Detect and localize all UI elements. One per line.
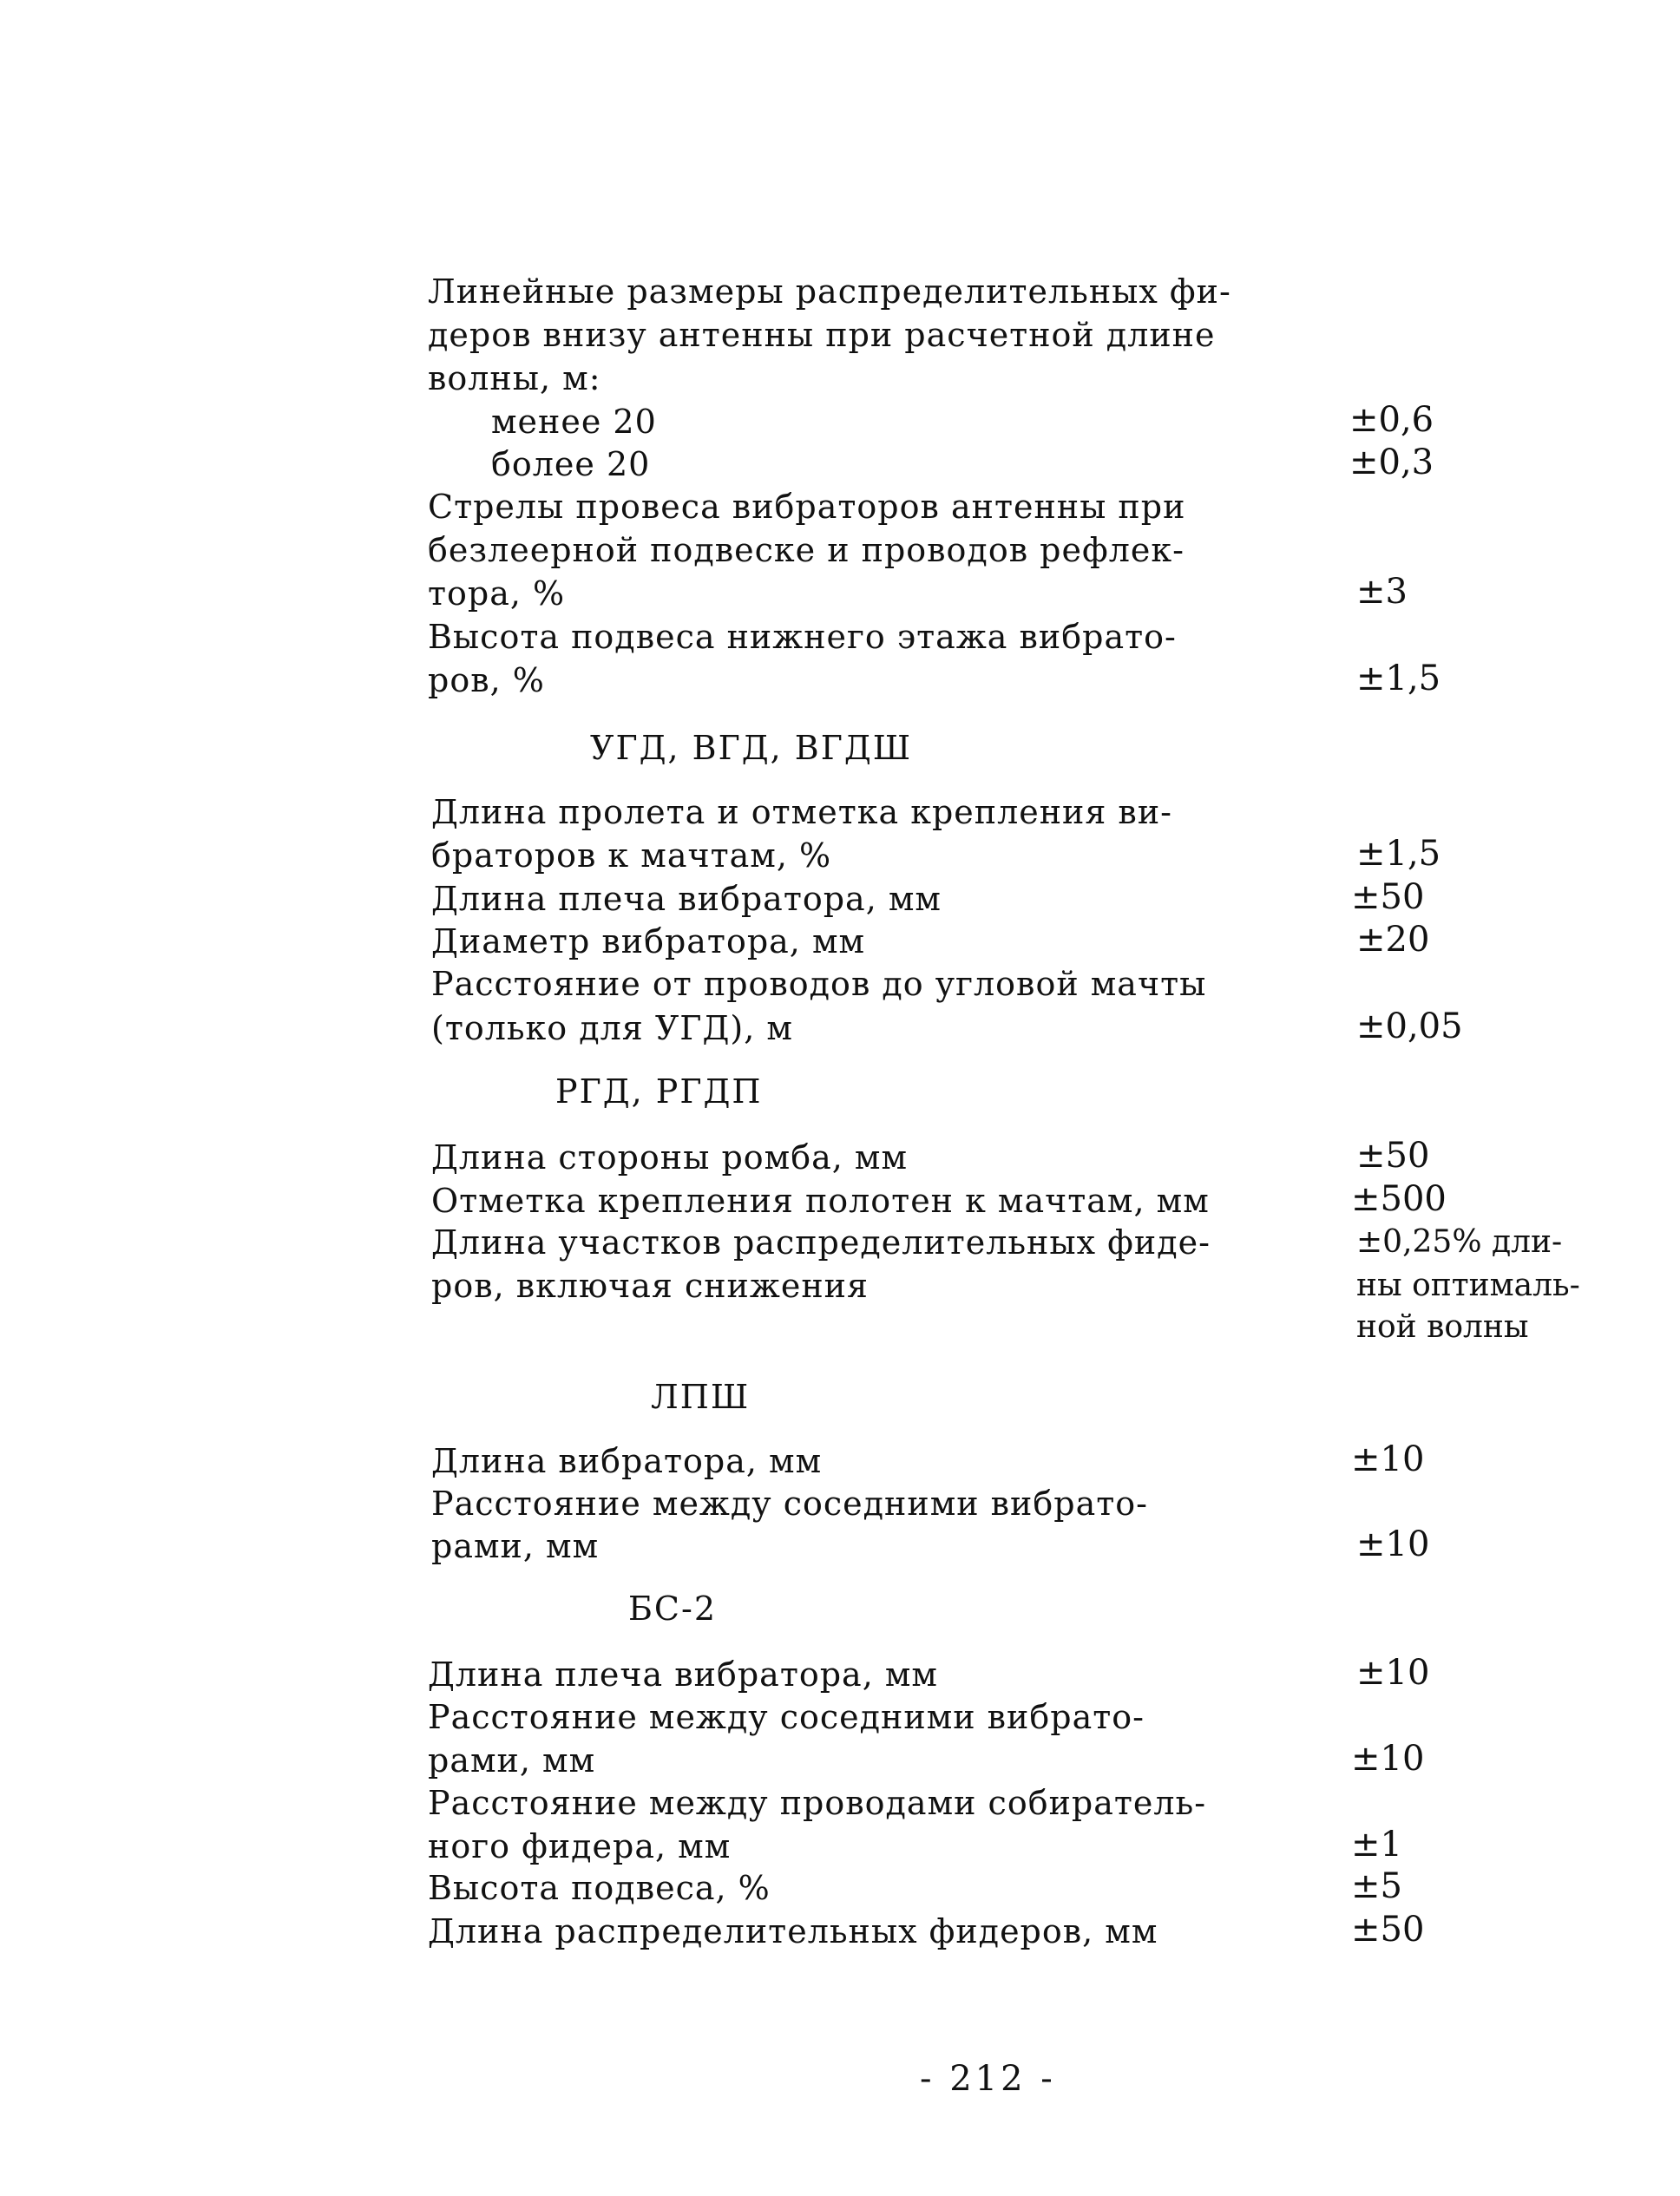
- intro-line-1: Линейные размеры распределительных фи-: [428, 272, 1231, 311]
- more-20-label: более 20: [491, 445, 651, 483]
- height-value: ±1,5: [1356, 659, 1441, 698]
- span-line-2: браторов к мачтам, %: [431, 836, 832, 875]
- intro-line-2: деров внизу антенны при расчетной длине: [428, 316, 1216, 354]
- less-20-value: ±0,6: [1349, 400, 1434, 440]
- feeder-value-line-1: ±0,25% дли-: [1356, 1224, 1563, 1260]
- feeder-value-line-3: ной волны: [1356, 1309, 1529, 1345]
- sag-value: ±3: [1356, 572, 1408, 612]
- distance-line-1: Расстояние от проводов до угловой мачты: [431, 965, 1207, 1003]
- page-number: - 212 -: [920, 2059, 1056, 2099]
- diameter-label: Диаметр вибратора, мм: [431, 922, 866, 960]
- section-heading-rgd: РГД, РГДП: [555, 1072, 763, 1111]
- arm-value: ±50: [1351, 877, 1425, 917]
- bs2-height-label: Высота подвеса, %: [428, 1869, 771, 1907]
- section-heading-lpsh: ЛПШ: [651, 1378, 751, 1416]
- section-heading-ugd: УГД, ВГД, ВГДШ: [590, 729, 913, 767]
- rhomb-side-label: Длина стороны ромба, мм: [431, 1138, 909, 1177]
- lpsh-distance-value: ±10: [1356, 1524, 1430, 1564]
- intro-line-3: волны, м:: [428, 359, 601, 397]
- lpsh-distance-line-1: Расстояние между соседними вибрато-: [431, 1485, 1148, 1523]
- distance-line-2: (только для УГД), м: [431, 1009, 793, 1047]
- less-20-label: менее 20: [491, 403, 657, 441]
- bs2-distance-value: ±10: [1351, 1739, 1425, 1779]
- bs2-arm-value: ±10: [1356, 1653, 1430, 1693]
- diameter-value: ±20: [1356, 920, 1430, 960]
- height-line-2: ров, %: [428, 661, 545, 699]
- mark-label: Отметка крепления полотен к мачтам, мм: [431, 1182, 1210, 1220]
- sag-line-2: безлеерной подвеске и проводов рефлек-: [428, 531, 1185, 569]
- feeder-line-2: ров, включая снижения: [431, 1267, 869, 1305]
- height-line-1: Высота подвеса нижнего этажа вибрато-: [428, 618, 1177, 656]
- bs2-wire-line-2: ного фидера, мм: [428, 1827, 732, 1865]
- bs2-distance-line-2: рами, мм: [428, 1741, 596, 1780]
- more-20-value: ±0,3: [1349, 442, 1434, 482]
- bs2-feeder-label: Длина распределительных фидеров, мм: [428, 1912, 1158, 1950]
- bs2-arm-label: Длина плеча вибратора, мм: [428, 1655, 938, 1694]
- feeder-line-1: Длина участков распределительных фиде-: [431, 1223, 1211, 1262]
- rhomb-side-value: ±50: [1356, 1136, 1430, 1176]
- sag-line-1: Стрелы провеса вибраторов антенны при: [428, 488, 1186, 526]
- bs2-wire-value: ±1: [1351, 1825, 1402, 1865]
- lpsh-distance-line-2: рами, мм: [431, 1527, 600, 1565]
- distance-value: ±0,05: [1356, 1006, 1463, 1046]
- bs2-height-value: ±5: [1351, 1866, 1402, 1906]
- feeder-value-line-2: ны оптималь-: [1356, 1268, 1580, 1303]
- lpsh-length-label: Длина вибратора, мм: [431, 1442, 823, 1480]
- bs2-wire-line-1: Расстояние между проводами собиратель-: [428, 1784, 1207, 1822]
- span-line-1: Длина пролета и отметка крепления ви-: [431, 793, 1172, 831]
- span-value: ±1,5: [1356, 834, 1441, 874]
- section-heading-bs2: БС-2: [628, 1590, 718, 1628]
- bs2-distance-line-1: Расстояние между соседними вибрато-: [428, 1698, 1145, 1736]
- sag-line-3: тора, %: [428, 574, 566, 613]
- lpsh-length-value: ±10: [1351, 1439, 1425, 1479]
- arm-label: Длина плеча вибратора, мм: [431, 880, 942, 918]
- bs2-feeder-value: ±50: [1351, 1910, 1425, 1950]
- mark-value: ±500: [1351, 1179, 1447, 1219]
